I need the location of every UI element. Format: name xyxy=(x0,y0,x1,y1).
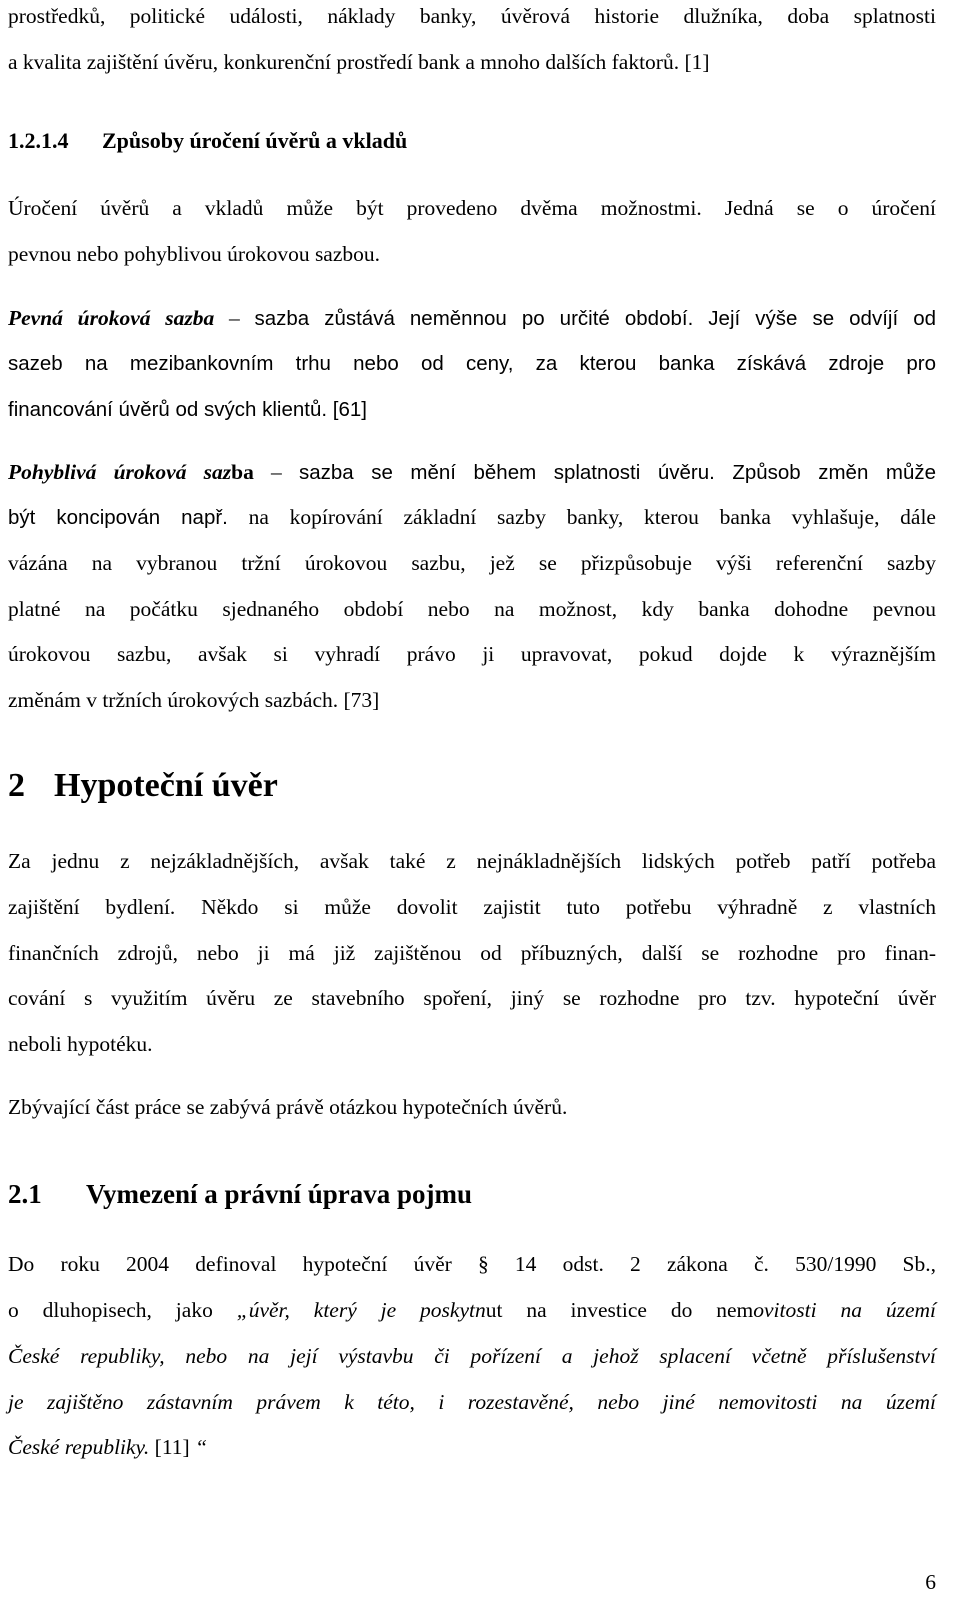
section-2-1-line-5 xyxy=(8,1433,936,1461)
chapter-2-line-2: zajištění bydlení. Někdo si může dovolit zajistit tuto potřebu výhradně z vlastních xyxy=(8,895,936,919)
text: o dluhopisech, jako xyxy=(8,1298,237,1322)
chapter-number: 2 xyxy=(8,767,25,804)
fixed-rate-term: Pevná úroková sazba xyxy=(8,306,215,330)
closing-quote: “ xyxy=(195,1435,208,1459)
section-number: 1.2.1.4 xyxy=(8,128,69,153)
section-title: Vymezení a právní úprava pojmu xyxy=(86,1179,473,1209)
section-2-1-line-3: České republiky, nebo na její výstavbu či pořízení a jehož splacení včetně příslušenství xyxy=(8,1344,936,1368)
quote-text: „úvěr, který je poskytn xyxy=(236,1298,486,1322)
paragraph-line: pevnou nebo pohyblivou úrokovou sazbou. xyxy=(8,242,381,266)
dash: – xyxy=(214,306,255,330)
floating-rate-term-end: ba xyxy=(231,460,254,484)
floating-rate-line-3: vázána na vybranou tržní úrokovou sazbu, jež se přizpůsobuje výši referenční sazby xyxy=(8,551,936,575)
fixed-rate-line-2: sazeb na mezibankovním trhu nebo od ceny, za kterou banka získává zdroje pro xyxy=(8,352,936,375)
floating-rate-serif-text: na kopírování základní sazby banky, kterou banka vyhlašuje, dále xyxy=(227,505,936,529)
chapter-heading-2 xyxy=(8,764,278,808)
section-2-1-line-2 xyxy=(8,1296,936,1324)
fixed-rate-line-3: financování úvěrů od svých klientů. [61] xyxy=(8,398,367,421)
section-heading-1-2-1-4 xyxy=(8,126,407,156)
quote-text: ovitosti na území xyxy=(753,1298,937,1322)
chapter-2-line-1: Za jednu z nejzákladnějších, avšak také z nejnákladnějších lidských potřeb patří potřeba xyxy=(8,849,936,873)
floating-rate-line-1 xyxy=(8,458,936,487)
fixed-rate-text: sazba zůstává neměnnou po určité období. Její výše se odvíjí od xyxy=(254,307,937,330)
chapter-title: Hypoteční úvěr xyxy=(54,767,278,804)
dash: – xyxy=(253,460,299,484)
section-2-1-line-1: Do roku 2004 definoval hypoteční úvěr § 14 odst. 2 zákona č. 530/1990 Sb., xyxy=(8,1252,936,1276)
page-number: 6 xyxy=(925,1570,936,1594)
section-2-1-line-4: je zajištěno zástavním právem k této, i rozestavěné, nebo jiné nemovitosti na území xyxy=(8,1390,936,1414)
section-heading-2-1 xyxy=(8,1176,472,1212)
floating-rate-line-2 xyxy=(8,503,936,532)
intro-line-1: prostředků, politické události, náklady banky, úvěrová historie dlužníka, doba splatnosti xyxy=(8,4,936,28)
floating-rate-text: sazba se mění během splatnosti úvěru. Způsob změn může xyxy=(299,461,936,484)
paragraph-line: Úročení úvěrů a vkladů může být provedeno dvěma možnostmi. Jedná se o úročení xyxy=(8,196,936,220)
section-title: Způsoby úročení úvěrů a vkladů xyxy=(102,128,408,153)
floating-rate-line-5: úrokovou sazbu, avšak si vyhradí právo ji upravovat, pokud dojde k výraznějším xyxy=(8,642,936,666)
chapter-2-line-4: cování s využitím úvěru ze stavebního spoření, jiný se rozhodne pro tzv. hypoteční úvěr xyxy=(8,986,936,1010)
floating-rate-sans-text: být koncipován např. xyxy=(8,506,228,529)
floating-rate-line-6: změnám v tržních úrokových sazbách. [73] xyxy=(8,688,380,712)
citation: [11] xyxy=(149,1435,196,1459)
section-number: 2.1 xyxy=(8,1179,42,1209)
fixed-rate-line-1 xyxy=(8,304,936,333)
intro-line-2: a kvalita zajištění úvěru, konkurenční prostředí bank a mnoho dalších faktorů. [1] xyxy=(8,50,710,74)
floating-rate-line-4: platné na počátku sjednaného období nebo na možnost, kdy banka dohodne pevnou xyxy=(8,597,936,621)
chapter-2-line-3: finančních zdrojů, nebo ji má již zajištěnou od příbuzných, další se rozhodne pro finan- xyxy=(8,941,936,965)
floating-rate-term: Pohyblivá úroková saz xyxy=(8,460,232,484)
chapter-2-line-5: neboli hypotéku. xyxy=(8,1032,153,1056)
quote-text: České republiky. xyxy=(8,1435,150,1459)
chapter-2-paragraph-2: Zbývající část práce se zabývá právě otázkou hypotečních úvěrů. xyxy=(8,1095,568,1119)
text: ut na investice do nem xyxy=(485,1298,754,1322)
